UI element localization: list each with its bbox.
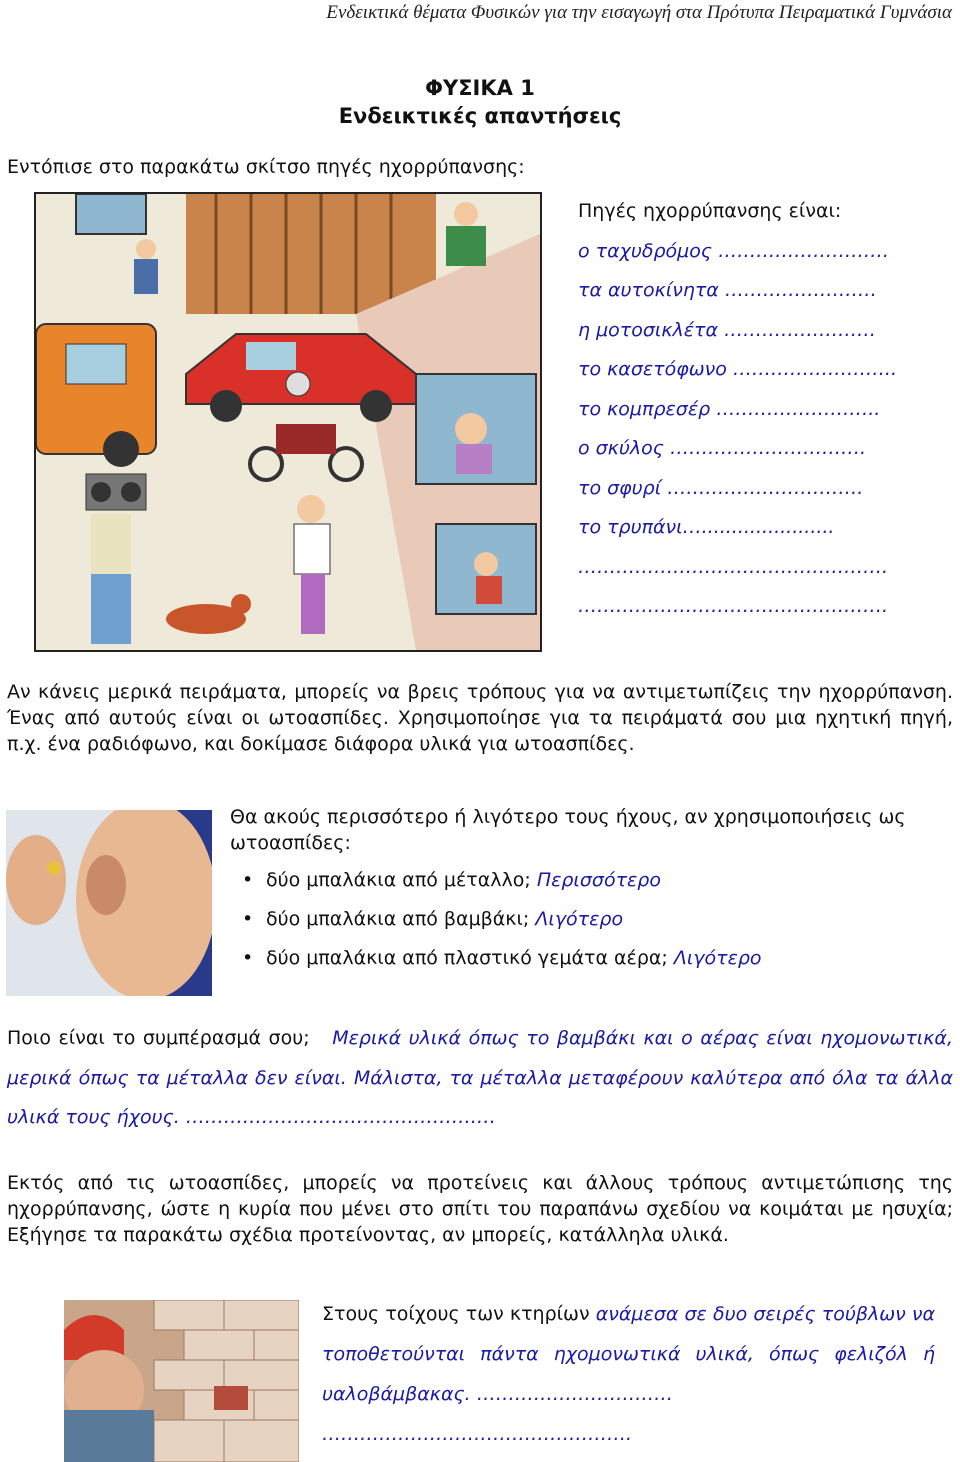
experiment-paragraph: Αν κάνεις μερικά πειράματα, μπορείς να βρεις τρόπους για να αντιμετωπίζεις την ηχορρύπανση. Ένας από αυτούς είναι οι ωτοασπίδες. Χρησιμοποίησε για τα πειράματά σου μια ηχητική πηγή, π.χ. ένα ραδιόφωνο, και δοκίμασε διάφορα υλικά για ωτοασπίδες.: [7, 681, 953, 755]
experiment-label: δύο μπαλάκια από πλαστικό γεμάτα αέρα;: [266, 947, 668, 969]
source-item: το σφυρί ………………………….: [578, 476, 864, 499]
walls-prefix: Στους τοίχους των κτηρίων: [322, 1303, 590, 1325]
page-title: ΦΥΣΙΚΑ 1: [425, 76, 535, 100]
experiment-item: [230, 939, 955, 978]
experiment-item: [230, 900, 955, 939]
source-item: το κασετόφωνο ……………………..: [578, 358, 898, 380]
experiment-label: δύο μπαλάκια από βαμβάκι;: [266, 908, 530, 930]
source-item: το τρυπάνι…......................: [578, 516, 835, 538]
source-item: η μοτοσικλέτα ……………………: [578, 318, 877, 341]
conclusion-label: Ποιο είναι το συμπέρασμά σου;: [7, 1027, 310, 1049]
wall-construction-photo: [64, 1300, 299, 1462]
wall-drawing: [64, 1300, 299, 1462]
experiment-answer: Περισσότερο: [536, 869, 661, 891]
noise-sources-list: [578, 192, 948, 627]
earplug-photo: [6, 810, 212, 996]
page-subtitle: Ενδεικτικές απαντήσεις: [338, 104, 622, 128]
task-instruction: Εντόπισε στο παρακάτω σκίτσο πηγές ηχορρύπανσης:: [7, 156, 525, 178]
source-item: ο σκύλος ………………………….: [578, 437, 866, 459]
sources-heading: Πηγές ηχορρύπανσης είναι:: [578, 200, 842, 222]
conclusion-answer: Μερικά υλικά όπως το βαμβάκι και ο αέρας είναι ηχομονωτικά, μερικά όπως τα μέταλλα δεν είναι. Μάλιστα, τα μέταλλα μεταφέρουν καλύτερα από όλα τα άλλα υλικά τους ήχους. ……………………………………….…: [7, 1027, 953, 1128]
page-header: Ενδεικτικά θέματα Φυσικών για την εισαγωγή στα Πρότυπα Πειραματικά Γυμνάσια: [326, 2, 952, 23]
bullet-icon: •: [242, 869, 254, 891]
bullet-icon: •: [242, 908, 254, 930]
walls-answer: ανάμεσα σε δυο σειρές τούβλων να τοποθετούνται πάντα ηχομονωτικά υλικά, όπως φελιζόλ ή υαλοβάμβακας.: [322, 1303, 936, 1405]
experiment-item: [230, 861, 955, 900]
source-item: τα αυτοκίνητα ……………………: [578, 279, 877, 301]
conclusion-block: [7, 1019, 953, 1138]
source-item: ο ταχυδρόμος ………………………: [578, 239, 890, 262]
bullet-icon: •: [242, 947, 254, 969]
walls-dots-line: ………………………………………….: [322, 1423, 633, 1445]
source-item: ………………………………………….: [578, 555, 889, 578]
source-item: ………………………………………….: [578, 595, 889, 617]
other-ways-paragraph: Εκτός από τις ωτοασπίδες, μπορείς να προτείνεις και άλλους τρόπους αντιμετώπισης της ηχορρύπανσης, ώστε η κυρία που μένει στο σπίτι του παραπάνω σχεδίου να κοιμάται με ησυχία; Εξήγησε τα παρακάτω σχέδια προτείνοντας, αν μπορείς, κατάλληλα υλικά.: [7, 1172, 953, 1246]
experiment-label: δύο μπαλάκια από μέταλλο;: [266, 869, 531, 891]
experiment-answer: Λιγότερο: [535, 908, 624, 930]
experiment-answer: Λιγότερο: [673, 947, 762, 969]
earplug-drawing: [6, 810, 212, 996]
source-item: το κομπρεσέρ ……………………..: [578, 397, 881, 420]
walls-answer-block: [322, 1294, 935, 1414]
sketch-drawing: [36, 194, 540, 650]
experiment-list: [230, 861, 955, 978]
earplug-question: Θα ακούς περισσότερο ή λιγότερο τους ήχους, αν χρησιμοποιήσεις ως ωτοασπίδες:: [230, 806, 906, 854]
walls-dots: ………………………….: [470, 1383, 673, 1405]
noise-sketch-illustration: [34, 192, 542, 652]
